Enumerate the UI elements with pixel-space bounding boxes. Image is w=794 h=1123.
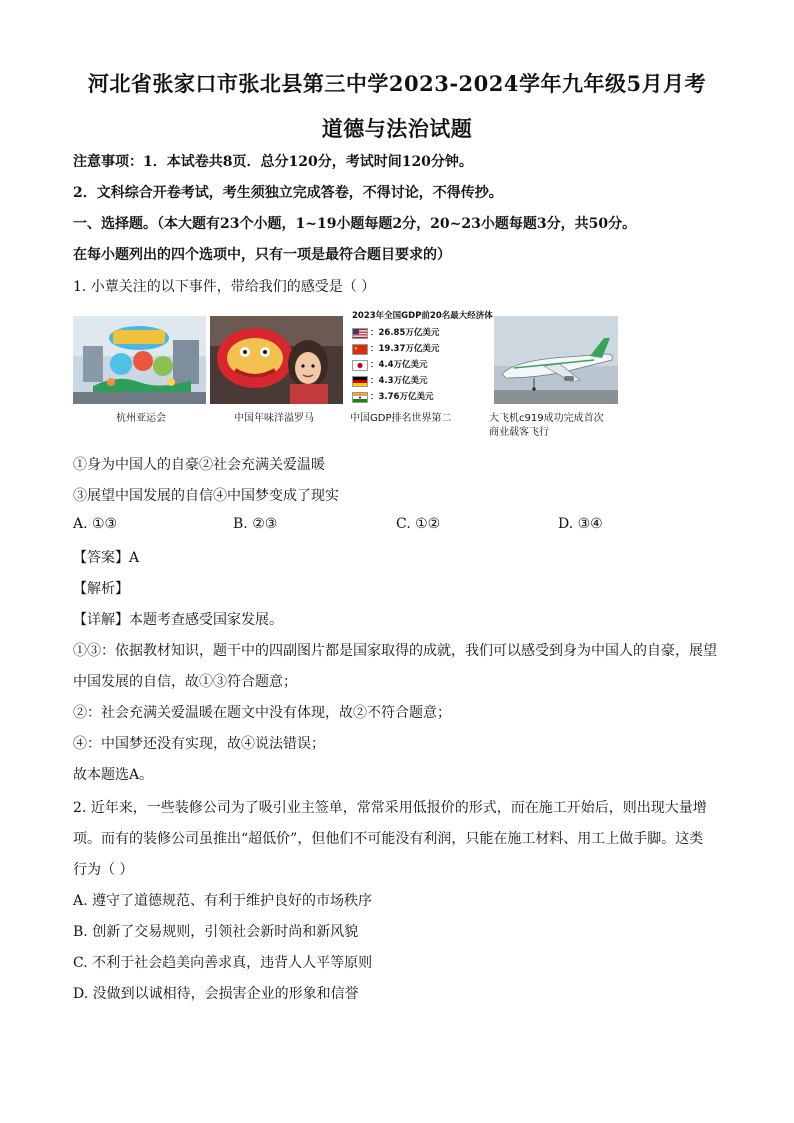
gdp-value-us: ：26.85万亿美元	[370, 328, 440, 338]
question-2-option-b: B. 创新了交易规则，引领社会新时尚和新风貌	[73, 924, 359, 940]
question-2-option-a: A. 遵守了道德规范、有利于维护良好的市场秩序	[73, 893, 373, 909]
us-flag-icon	[352, 328, 368, 339]
answer: 【答案】A	[73, 550, 140, 566]
option-d: D. ③④	[558, 516, 603, 532]
option-a: A. ①③	[73, 516, 118, 532]
notes-line-1: 注意事项：1．本试卷共8页．总分120分，考试时间120分钟。	[73, 154, 473, 170]
india-flag-icon	[352, 392, 368, 403]
section-heading-line-1: 一、选择题。（本大题有23个小题，1~19小题每题2分，20~23小题每题3分，共50分。	[73, 216, 637, 232]
explanation-2: ②：社会充满关爱温暖在题文中没有体现，故②不符合题意；	[73, 705, 451, 721]
gdp-value-de: ：4.3万亿美元	[370, 376, 428, 386]
c919-plane-image	[494, 316, 618, 404]
explanation-1-line-2: 中国发展的自信，故①③符合题意；	[73, 674, 297, 690]
question-2-stem-line-3: 行为（ ）	[73, 862, 134, 878]
gdp-row-in	[352, 390, 482, 404]
question-1-statements-2: ③展望中国发展的自信④中国梦变成了现实	[73, 488, 339, 504]
c919-caption-line-1: 大飞机c919成功完成首次	[489, 413, 604, 424]
section-heading-line-2: 在每小题列出的四个选项中，只有一项是最符合题目要求的）	[73, 247, 451, 263]
rome-new-year-image	[210, 316, 343, 404]
detail: 【详解】本题考查感受国家发展。	[73, 612, 283, 628]
exam-subtitle: 道德与法治试题	[321, 116, 473, 141]
asian-games-caption: 杭州亚运会	[116, 413, 166, 424]
question-1-stem: 1. 小蕈关注的以下事件，带给我们的感受是（ ）	[73, 279, 376, 295]
question-2-option-c: C. 不利于社会趋美向善求真，违背人人平等原则	[73, 955, 373, 971]
gdp-row-cn	[352, 342, 482, 356]
c919-caption-line-2: 商业载客飞行	[489, 427, 549, 438]
question-2-option-d: D. 没做到以诚相待，会损害企业的形象和信誉	[73, 986, 359, 1002]
china-flag-icon	[352, 344, 368, 355]
analysis-label: 【解析】	[73, 581, 129, 597]
question-2-stem-line-2: 项。而有的装修公司虽推出“超低价”，但他们不可能没有利润，只能在施工材料、用工上做手脚。这类	[73, 831, 704, 847]
option-b: B. ②③	[233, 516, 278, 532]
gdp-caption: 中国GDP排名世界第二	[350, 413, 452, 424]
gdp-row-jp	[352, 358, 482, 372]
gdp-row-de	[352, 374, 482, 388]
explanation-3: ④：中国梦还没有实现，故④说法错误；	[73, 736, 325, 752]
explanation-1-line-1: ①③：依据教材知识，题干中的四副图片都是国家取得的成就，我们可以感受到身为中国人的自豪，展望	[73, 643, 717, 659]
gdp-chart-title: 2023年全国GDP前20名最大经济体	[352, 311, 493, 321]
asian-games-image	[73, 316, 206, 404]
gdp-row-us	[352, 326, 482, 340]
option-c: C. ①②	[396, 516, 441, 532]
gdp-value-jp: ：4.4万亿美元	[370, 360, 428, 370]
japan-flag-icon	[352, 360, 368, 371]
exam-title: 河北省张家口市张北县第三中学2023-2024学年九年级5月月考	[87, 71, 707, 96]
rome-new-year-caption: 中国年味洋溢罗马	[234, 413, 314, 424]
gdp-value-in: ：3.76万亿美元	[370, 392, 434, 402]
gdp-value-cn: ：19.37万亿美元	[370, 344, 440, 354]
question-2-stem-line-1: 2. 近年来，一些装修公司为了吸引业主签单，常常采用低报价的形式，而在施工开始后，则出现大量增	[73, 800, 707, 816]
notes-line-2: 2．文科综合开卷考试，考生须独立完成答卷，不得讨论，不得传抄。	[73, 185, 503, 201]
conclusion: 故本题选A。	[73, 767, 154, 783]
question-1-statements-1: ①身为中国人的自豪②社会充满关爱温暖	[73, 457, 325, 473]
germany-flag-icon	[352, 376, 368, 387]
